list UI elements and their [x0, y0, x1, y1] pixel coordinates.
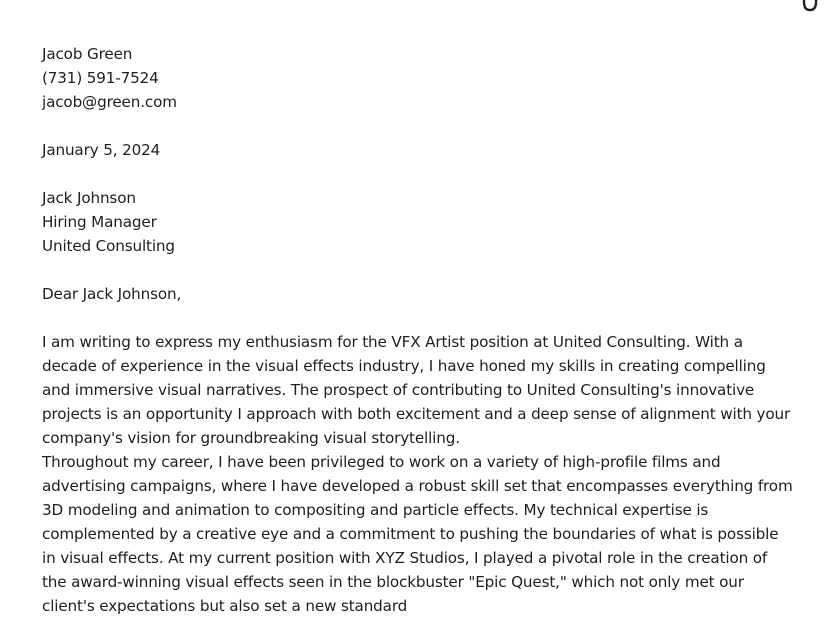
recipient-block [42, 186, 802, 258]
recipient-name: Jack Johnson [42, 189, 136, 207]
date-block [42, 138, 802, 162]
sender-email: jacob@green.com [42, 93, 177, 111]
cover-letter [42, 42, 802, 618]
recipient-company: United Consulting [42, 237, 175, 255]
sender-name: Jacob Green [42, 45, 133, 63]
sender-block [42, 42, 802, 114]
letter-date: January 5, 2024 [42, 141, 161, 159]
salutation-block [42, 282, 802, 306]
partial-glyph-icon [802, 0, 818, 12]
salutation: Dear Jack Johnson, [42, 285, 182, 303]
sender-phone: (731) 591-7524 [42, 69, 159, 87]
body-paragraph-1: I am writing to express my enthusiasm for the VFX Artist position at United Consulting. With a decade of experience in the visual effects industry, I have honed my skills in creating compelling and immersive visual narratives. The prospect of contributing to United Consulting's innovative projects is an opportunity I approach with both excitement and a deep sense of alignment with your company's vision for groundbreaking visual storytelling. [42, 333, 791, 447]
body-paragraph-2: Throughout my career, I have been privileged to work on a variety of high-profile films and advertising campaigns, where I have developed a robust skill set that encompasses everything from 3D modeling and animation to compositing and particle effects. My technical expertise is complemented by a creative eye and a commitment to pushing the boundaries of what is possible in visual effects. At my current position with XYZ Studios, I played a pivotal role in the creation of the award-winning visual effects seen in the blockbuster "Epic Quest," which not only met our client's expectations but also set a new standard [42, 453, 793, 615]
recipient-title: Hiring Manager [42, 213, 157, 231]
